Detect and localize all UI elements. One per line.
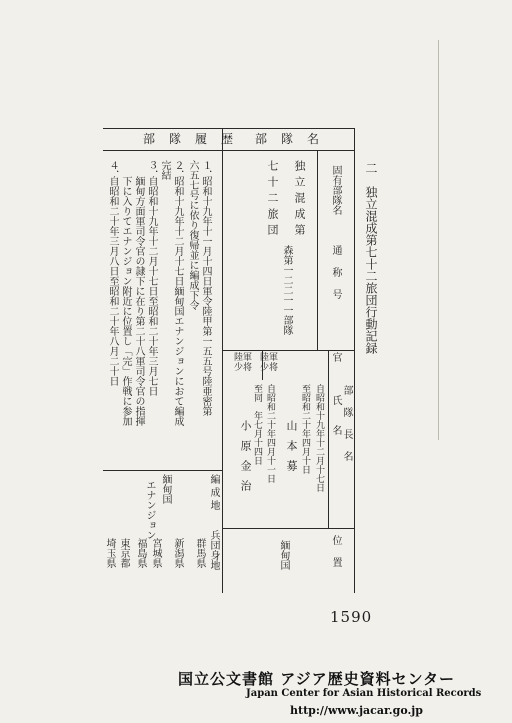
commander-2-rank-line1: 陸軍 [234,353,253,363]
formation-place-line2: エナンジョン [144,480,155,540]
code-name-label: 通称号 [330,245,341,311]
table-right-border [354,128,355,593]
commander-label-split [328,350,329,528]
unit-name-value-line1: 独立混成第 [293,160,306,240]
column-separator-history [222,128,223,593]
history-entry-4-line1: 自昭和二十年三月八日至昭和二十年八月二十日 [107,176,118,386]
commander-2-period-line2: 至同 年七月十四日 [252,384,262,465]
name-column-split [317,150,318,350]
origin-prefecture-2: 新潟県 [172,538,183,568]
history-entry-2-line1: 昭和十九年十二月十七日緬甸国エナンジョンにおて編成 [172,176,183,426]
commander-1-period-line1: 自昭和十九年十二月十七日 [314,384,324,492]
page-number: 1590 [330,608,373,626]
name-label: 氏名 [330,395,341,455]
history-entry-4-num: ４． [107,160,118,180]
commander-1-rank-line1: 陸軍 [260,353,279,363]
history-bottom-rule [103,470,222,471]
history-entry-3-line1: 自昭和十九年十二月十七日至昭和二十年三月七日 [146,176,157,396]
document-title: 二 独立混成第七十二旅団行動記録 [364,162,378,354]
page-fold-line [438,40,439,440]
footer-archive-title: 国立公文書館 アジア歴史資料センター [178,670,456,688]
unit-name-header: 部隊名 [255,132,334,146]
commander-2-name: 小原金治 [239,420,252,500]
commander-2-period-line1: 自昭和二十年四月十一日 [265,384,275,483]
commander-1-period-line2: 至昭和二十年四月十日 [300,384,310,474]
origin-prefecture-1: 群馬県 [194,538,205,568]
table-top-border [103,128,355,129]
history-entry-2-line2: 完結 [159,160,170,180]
history-entry-1-num: １． [200,160,211,180]
origin-prefecture-4: 福島県 [135,538,146,568]
commander-2-rank-line2: 少将 [234,363,253,373]
commander-1-rank-line2: 少将 [260,363,279,373]
commander-header: 部隊長名 [341,385,352,473]
origin-prefecture-5: 東京都 [118,538,129,568]
commander-bottom-rule [222,528,355,529]
history-entry-3-line3: 下に入りてエナンジョン附近に位置し「完」作戦に参加 [120,176,131,426]
unit-name-label: 固有部隊名 [330,165,341,215]
position-label: 位置 [330,535,341,579]
commander-1-name: 山本募 [285,420,298,480]
code-name-value: 森第一二二一一部隊 [281,245,292,335]
origin-place-line: 緬甸国 [278,540,289,570]
history-entry-2-num: ２． [172,160,183,180]
footer-url-link[interactable]: http://www.jacar.go.jp [290,704,423,717]
name-bottom-rule [222,350,355,351]
origin-prefecture-3: 宮城県 [150,538,161,568]
unit-history-header: 部隊履歴 [143,132,248,146]
formation-place-label: 編成地 [208,474,219,513]
origin-prefecture-6: 埼玉県 [104,538,115,568]
formation-place-line1: 緬甸国 [160,474,171,504]
footer-archive-subtitle: Japan Center for Asian Historical Records [246,688,482,699]
history-entry-1-line2: 六五七号に依り復帰並に編成下令 [187,160,198,310]
history-entry-3-num: ３． [146,160,157,180]
history-entry-3-line2: 緬甸方面軍司令官の隷下に在り第二十八軍司令官の指揮 [133,176,144,426]
history-entry-1-line1: 昭和十九年十一月十四日軍令陸甲第一五五号陸亜密第 [200,176,211,416]
rank-label: 官 [330,352,341,362]
origin-place-label: 兵団身地 [208,530,219,570]
unit-name-value-line2: 七十二旅団 [266,160,279,240]
